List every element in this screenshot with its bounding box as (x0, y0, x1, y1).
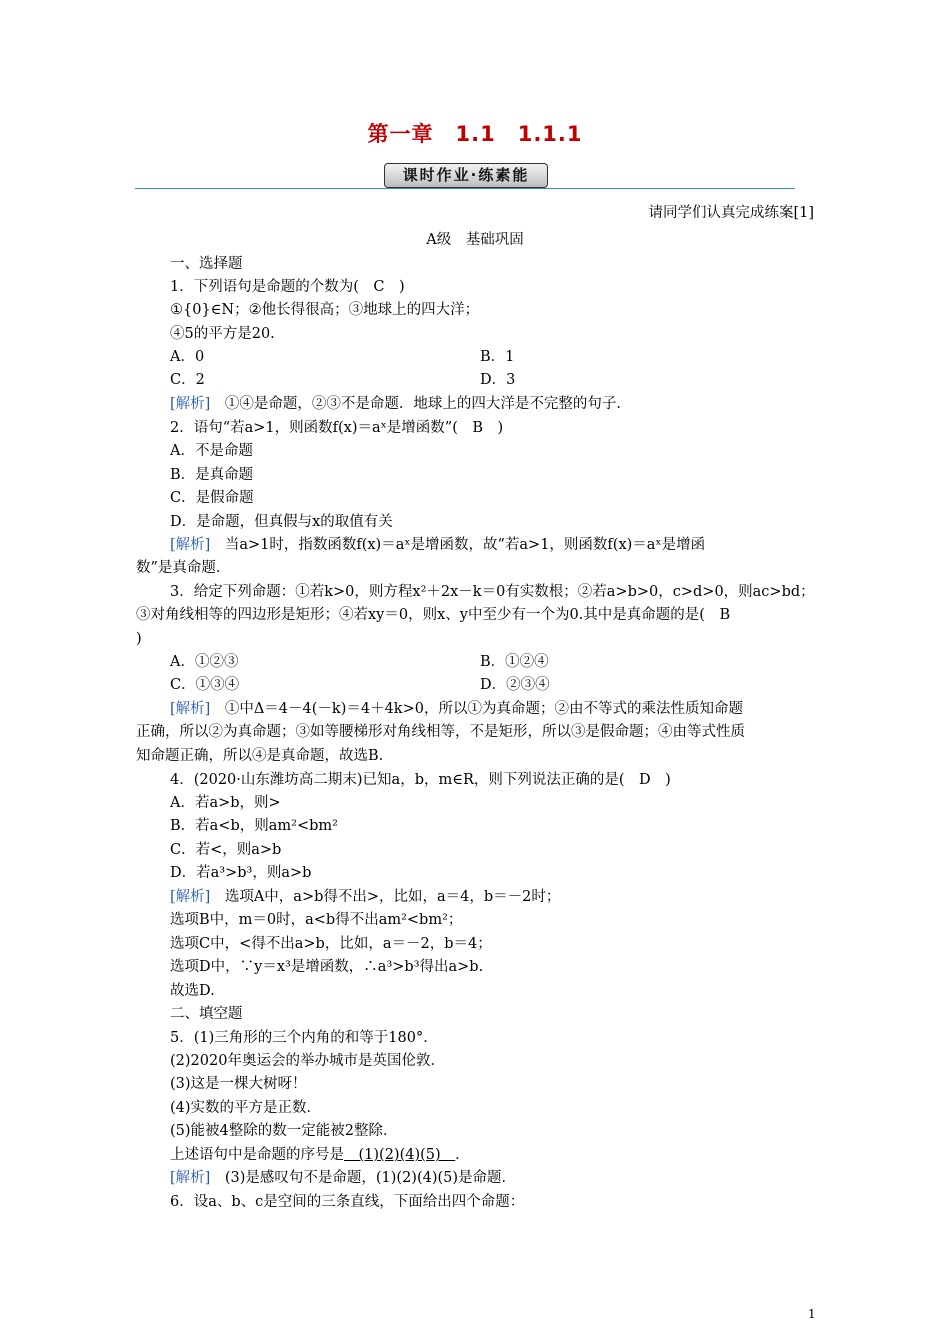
question-5-line: (3)这是一棵大树呀！ (170, 1076, 307, 1092)
question-5-end: ． (455, 1147, 470, 1163)
analysis-text: 当a>1时，指数函数f(x)＝aˣ是增函数，故“若a>1，则函数f(x)＝aˣ是增函 (210, 537, 706, 553)
question-3-stem: 3．给定下列命题：①若k>0，则方程x²＋2x－k＝0有实数根；②若a>b>0，c>d>0，则ac>bd； (170, 584, 815, 600)
question-4-option-b: B．若a<b，则am²<bm² (170, 818, 338, 834)
section-banner: 课时作业·练素能 (384, 163, 548, 188)
analysis-text: ①④是命题，②③不是命题．地球上的四大洋是不完整的句子． (210, 396, 631, 412)
analysis-tag: [解析] (170, 537, 211, 553)
question-1-option-c: C．2 (170, 372, 205, 388)
question-1-stem: 1．下列语句是命题的个数为( C ) (170, 279, 405, 295)
question-4-option-d: D．若a³>b³，则a>b (170, 865, 312, 881)
question-2-option-b: B．是真命题 (170, 467, 254, 483)
question-1-option-a: A．0 (170, 349, 205, 365)
header-divider (135, 188, 795, 189)
question-5-answer-line (170, 1145, 470, 1165)
question-2-option-a: A．不是命题 (170, 443, 253, 459)
question-2-stem: 2．语句“若a>1，则函数f(x)＝aˣ是增函数”( B ) (170, 420, 504, 436)
question-4-option-a: A．若a>b，则> (170, 795, 281, 811)
question-2-option-c: C．是假命题 (170, 490, 254, 506)
question-5-line: (2)2020年奥运会的举办城市是英国伦敦． (170, 1053, 445, 1069)
question-1-line: ①{0}∈N；②他长得很高；③地球上的四大洋； (170, 302, 480, 318)
question-3-option-b: B．①②④ (480, 654, 549, 670)
page-title: 第一章 1.1 1.1.1 (367, 122, 583, 146)
question-4-analysis-cont: 选项D中，∵y＝x³是增函数，∴a³>b³得出a>b. (170, 959, 484, 975)
question-4-option-c: C．若<，则a>b (170, 842, 282, 858)
question-2-analysis (170, 535, 705, 555)
section-heading-fill: 二、填空题 (170, 1006, 243, 1022)
question-1-option-b: B．1 (480, 349, 515, 365)
question-5-answer: (1)(2)(4)(5) (344, 1147, 456, 1163)
question-5-prompt: 上述语句中是命题的序号是 (170, 1147, 344, 1163)
question-1-line: ④5的平方是20. (170, 326, 275, 342)
exercise-note: 请同学们认真完成练案[1] (648, 205, 814, 221)
question-3-option-c: C．①③④ (170, 677, 240, 693)
question-1-analysis (170, 394, 631, 414)
analysis-text: ①中Δ＝4－4(－k)＝4＋4k>0，所以①为真命题；②由不等式的乘法性质知命题 (210, 701, 743, 717)
analysis-text: 选项A中，a>b得不出>，比如，a＝4，b＝－2时； (210, 889, 561, 905)
question-5-line: (4)实数的平方是正数． (170, 1100, 322, 1116)
question-4-analysis-cont: 选项B中，m＝0时，a<b得不出am²<bm²； (170, 912, 463, 928)
page-number: 1 (808, 1307, 816, 1321)
question-3-analysis-cont: 知命题正确，所以④是真命题，故选B. (136, 748, 384, 764)
analysis-tag: [解析] (170, 701, 211, 717)
question-3-analysis-cont: 正确，所以②为真命题；③如等腰梯形对角线相等，不是矩形，所以③是假命题；④由等式性质 (136, 724, 745, 740)
question-3-analysis (170, 699, 743, 719)
level-heading: A级 基础巩固 (426, 232, 524, 248)
question-4-stem: 4．(2020·山东潍坊高二期末)已知a，b，m∈R，则下列说法正确的是( D ) (170, 772, 671, 788)
section-heading-choice: 一、选择题 (170, 256, 243, 272)
question-3-stem-cont: ③对角线相等的四边形是矩形；④若xy＝0，则x、y中至少有一个为0.其中是真命题的是( B (136, 607, 731, 623)
question-4-analysis-cont: 故选D. (170, 983, 215, 999)
question-2-analysis-cont: 数”是真命题． (136, 560, 231, 576)
question-5-analysis (170, 1168, 516, 1188)
question-3-option-a: A．①②③ (170, 654, 239, 670)
analysis-text: (3)是感叹句不是命题，(1)(2)(4)(5)是命题． (210, 1170, 517, 1186)
question-2-option-d: D．是命题，但真假与x的取值有关 (170, 514, 393, 530)
question-3-stem-cont: ) (136, 631, 142, 647)
analysis-tag: [解析] (170, 1170, 211, 1186)
analysis-tag: [解析] (170, 889, 211, 905)
question-5-line: (5)能被4整除的数一定能被2整除． (170, 1123, 398, 1139)
question-6-stem: 6．设a、b、c是空间的三条直线，下面给出四个命题： (170, 1194, 525, 1210)
question-1-option-d: D．3 (480, 372, 516, 388)
question-5-line: 5．(1)三角形的三个内角的和等于180°． (170, 1030, 438, 1046)
analysis-tag: [解析] (170, 396, 211, 412)
question-4-analysis-cont: 选项C中，<得不出a>b，比如，a＝－2，b＝4； (170, 936, 492, 952)
question-4-analysis (170, 887, 560, 907)
question-3-option-d: D．②③④ (480, 677, 550, 693)
